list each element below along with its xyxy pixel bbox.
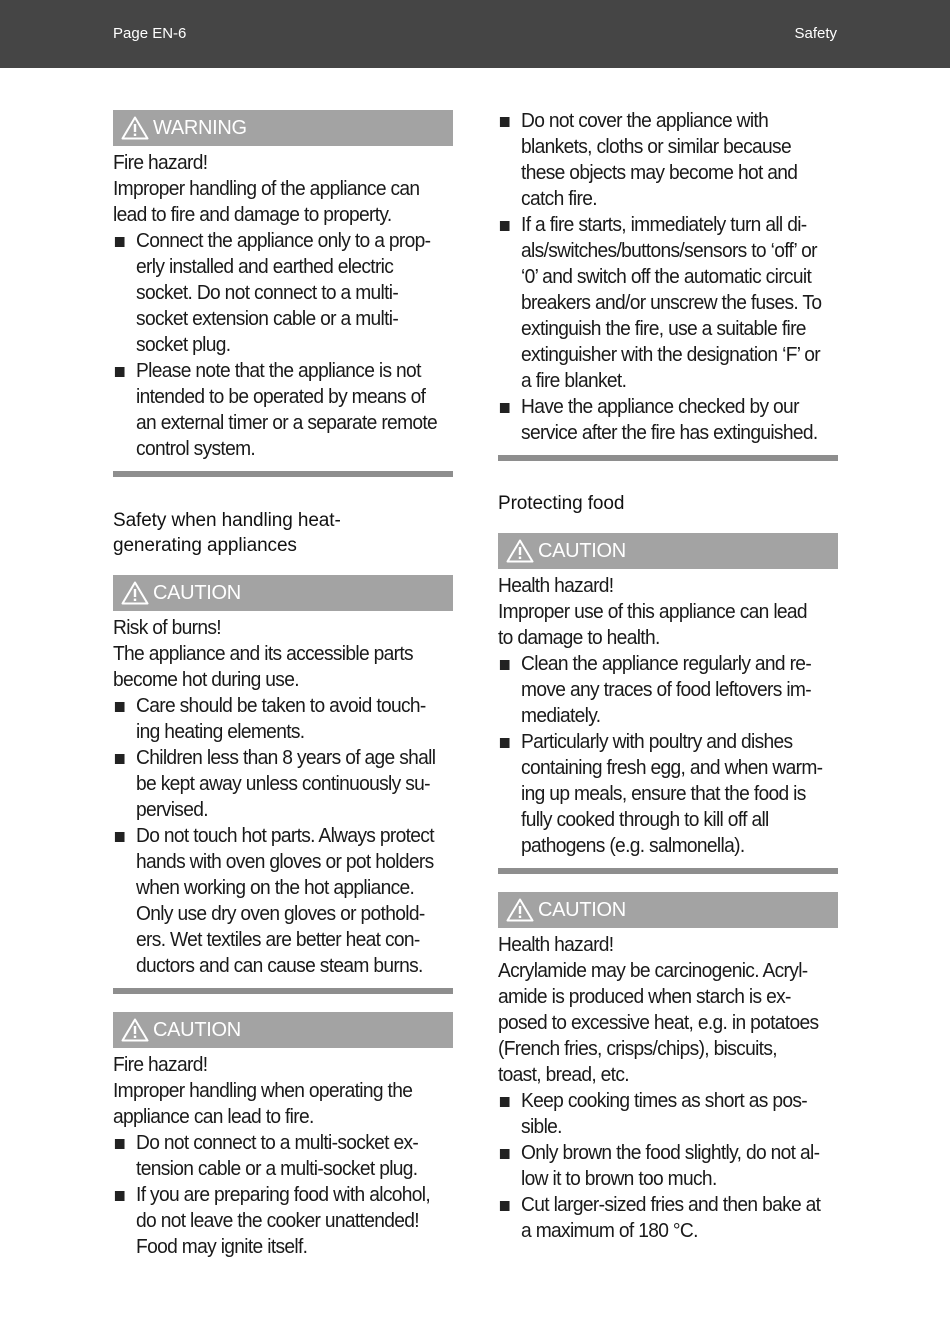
bullet-icon	[500, 221, 510, 231]
caution-box	[113, 1012, 453, 1260]
caution-box	[113, 575, 453, 994]
list-item: Only brown the food slightly, do not al- low it to brown too much.	[498, 1140, 824, 1192]
hazard-intro: Improper handling of the appliance can lead to fire and damage to property.	[113, 178, 420, 226]
right-column	[498, 108, 838, 1244]
box-divider	[113, 471, 453, 477]
warning-triangle-icon	[506, 898, 534, 922]
bullet-icon	[500, 117, 510, 127]
bullet-icon	[500, 660, 510, 670]
list-item: Care should be taken to avoid touch- ing heating elements.	[113, 693, 439, 745]
caution-title: CAUTION	[153, 1019, 241, 1041]
bullet-icon	[115, 754, 125, 764]
list-item: Do not connect to a multi-socket ex- tension cable or a multi-socket plug.	[113, 1130, 439, 1182]
bullet-icon	[500, 738, 510, 748]
page-header	[0, 0, 950, 68]
list-item: If a fire starts, immediately turn all di- als/switches/buttons/sensors to ‘off’ or ‘0’ and switch off the automatic circuit breakers and/or unscrew the fuses. To extinguish the fire, use a suitable fire extinguisher with the designation ‘F’ or a fire blanket.	[498, 212, 824, 394]
bullet-list	[113, 1130, 439, 1260]
bullet-list	[113, 228, 439, 462]
bullet-icon	[115, 1191, 125, 1201]
list-item: Connect the appliance only to a prop- erly installed and earthed electric socket. Do not connect to a multi- socket extension cable or a multi- socket plug.	[113, 228, 439, 358]
warning-header	[113, 110, 453, 146]
caution-header	[498, 533, 838, 569]
caution-box	[498, 892, 838, 1244]
section-title: Safety	[794, 25, 837, 42]
bullet-list	[113, 693, 439, 979]
hazard-intro: Improper use of this appliance can lead to damage to health.	[498, 601, 807, 649]
caution-title: CAUTION	[153, 582, 241, 604]
list-item: Children less than 8 years of age shall be kept away unless continuously su- pervised.	[113, 745, 439, 823]
bullet-icon	[115, 832, 125, 842]
bullet-icon	[500, 1097, 510, 1107]
hazard-intro: Acrylamide may be carcinogenic. Acryl- amide is produced when starch is ex- posed to excessive heat, e.g. in potatoes (French fries, crisps/chips), biscuits, toast, bread, etc.	[498, 960, 819, 1086]
hazard-intro: The appliance and its accessible parts become hot during use.	[113, 643, 413, 691]
box-divider	[498, 455, 838, 461]
bullet-icon	[115, 237, 125, 247]
bullet-icon	[500, 1149, 510, 1159]
caution-header	[113, 1012, 453, 1048]
list-item: Do not touch hot parts. Always protect hands with oven gloves or pot holders when working on the hot appliance. Only use dry oven gloves or pothold- ers. Wet textiles are better heat con- ductors and can cause steam burns.	[113, 823, 439, 979]
hazard-text: Risk of burns!	[113, 617, 221, 639]
warning-triangle-icon	[506, 539, 534, 563]
warning-title: WARNING	[153, 117, 247, 139]
list-item: If you are preparing food with alcohol, do not leave the cooker unattended! Food may ignite itself.	[113, 1182, 439, 1260]
warning-triangle-icon	[121, 116, 149, 140]
bullet-icon	[115, 1139, 125, 1149]
caution-box	[498, 533, 838, 874]
left-column	[113, 110, 453, 1260]
page-number: Page EN-6	[113, 25, 187, 42]
list-item: Clean the appliance regularly and re- move any traces of food leftovers im- mediately.	[498, 651, 824, 729]
hazard-text: Fire hazard!	[113, 1054, 208, 1076]
list-item: Have the appliance checked by our service after the fire has extinguished.	[498, 394, 824, 446]
box-divider	[113, 988, 453, 994]
continued-warning	[498, 108, 838, 461]
bullet-list	[498, 108, 824, 446]
warning-box	[113, 110, 453, 477]
bullet-list	[498, 1088, 824, 1244]
caution-title: CAUTION	[538, 540, 626, 562]
list-item: Do not cover the appliance with blankets, cloths or similar because these objects may become hot and catch fire.	[498, 108, 824, 212]
bullet-list	[498, 651, 824, 859]
warning-triangle-icon	[121, 581, 149, 605]
list-item: Please note that the appliance is not intended to be operated by means of an external timer or a separate remote control system.	[113, 358, 439, 462]
box-divider	[498, 868, 838, 874]
caution-header	[498, 892, 838, 928]
warning-triangle-icon	[121, 1018, 149, 1042]
bullet-icon	[115, 702, 125, 712]
caution-title: CAUTION	[538, 899, 626, 921]
list-item: Particularly with poultry and dishes containing fresh egg, and when warm- ing up meals, ensure that the food is fully cooked through to kill off all pathogens (e.g. salmonella).	[498, 729, 824, 859]
section-heading: Safety when handling heat- generating appliances	[113, 510, 341, 556]
bullet-icon	[500, 1201, 510, 1211]
list-item: Keep cooking times as short as pos- sible.	[498, 1088, 824, 1140]
hazard-text: Fire hazard!	[113, 152, 208, 174]
bullet-icon	[115, 367, 125, 377]
list-item: Cut larger-sized fries and then bake at a maximum of 180 °C.	[498, 1192, 824, 1244]
hazard-text: Health hazard!	[498, 575, 614, 597]
hazard-intro: Improper handling when operating the appliance can lead to fire.	[113, 1080, 413, 1128]
bullet-icon	[500, 403, 510, 413]
section-heading: Protecting food	[498, 493, 625, 514]
hazard-text: Health hazard!	[498, 934, 614, 956]
caution-header	[113, 575, 453, 611]
